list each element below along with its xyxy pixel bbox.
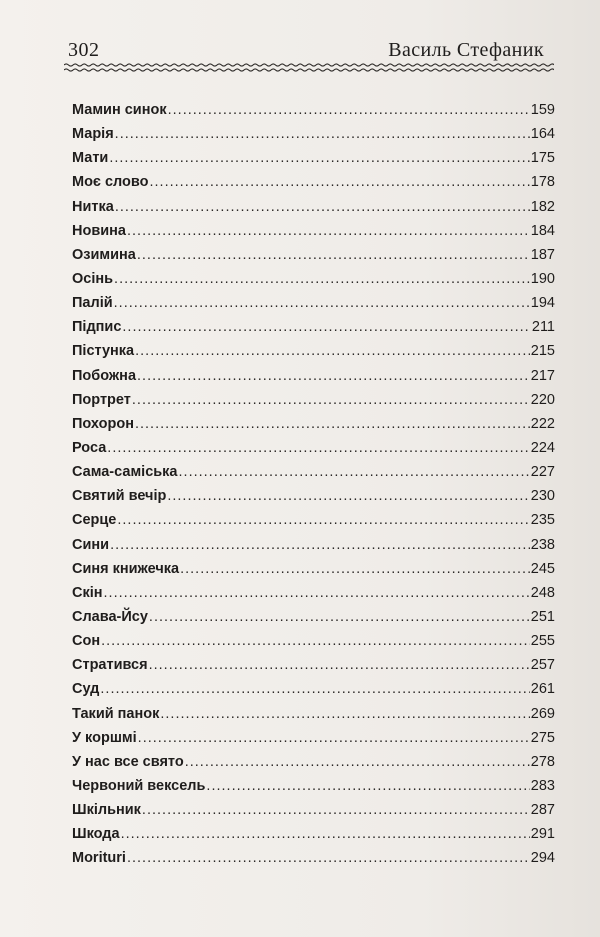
dot-leader bbox=[137, 243, 530, 267]
dot-leader bbox=[107, 436, 530, 460]
toc-entry bbox=[72, 822, 555, 846]
toc-entry-page: 257 bbox=[530, 657, 555, 674]
toc-entry bbox=[72, 364, 555, 388]
toc-entry-page: 269 bbox=[530, 705, 555, 722]
toc-entry bbox=[72, 436, 555, 460]
toc-entry bbox=[72, 195, 555, 219]
toc-entry-page: 190 bbox=[530, 270, 555, 287]
toc-entry-title: Шкільник bbox=[72, 802, 141, 819]
toc-entry-page: 187 bbox=[530, 246, 555, 263]
toc-entry-title: Синя книжечка bbox=[72, 560, 180, 577]
toc-entry-page: 182 bbox=[530, 198, 555, 215]
dot-leader bbox=[149, 653, 530, 677]
dot-leader bbox=[135, 412, 530, 436]
toc-entry-title: Сон bbox=[72, 633, 101, 650]
toc-entry bbox=[72, 267, 555, 291]
toc-entry bbox=[72, 219, 555, 243]
toc-entry-page: 164 bbox=[530, 126, 555, 143]
toc-entry-title: Серце bbox=[72, 512, 117, 529]
toc-entry-title: У коршмі bbox=[72, 729, 137, 746]
toc-entry-page: 245 bbox=[530, 560, 555, 577]
toc-entry-title: Палій bbox=[72, 295, 113, 312]
toc-entry-title: Моє слово bbox=[72, 174, 149, 191]
toc-entry bbox=[72, 581, 555, 605]
toc-entry bbox=[72, 677, 555, 701]
toc-entry-title: Суд bbox=[72, 681, 100, 698]
toc-entry-title: Мамин синок bbox=[72, 102, 167, 118]
toc-entry-page: 159 bbox=[530, 102, 555, 118]
toc-entry-title: У нас все свято bbox=[72, 753, 184, 770]
dot-leader bbox=[160, 702, 529, 726]
toc-entry bbox=[72, 291, 555, 315]
dot-leader bbox=[115, 195, 530, 219]
dot-leader bbox=[185, 750, 530, 774]
toc-entry bbox=[72, 774, 555, 798]
dot-leader bbox=[149, 605, 530, 629]
toc-entry bbox=[72, 750, 555, 774]
dot-leader bbox=[110, 533, 530, 557]
running-head-author: Василь Стефаник bbox=[388, 39, 544, 61]
toc-entry-page: 194 bbox=[530, 295, 555, 312]
toc-entry bbox=[72, 508, 555, 532]
toc-entry bbox=[72, 243, 555, 267]
table-of-contents bbox=[72, 98, 555, 871]
toc-entry bbox=[72, 702, 555, 726]
toc-entry-title: Портрет bbox=[72, 391, 131, 408]
toc-entry-title: Скін bbox=[72, 584, 103, 601]
toc-entry-page: 287 bbox=[530, 802, 555, 819]
toc-entry bbox=[72, 726, 555, 750]
dot-leader bbox=[114, 267, 530, 291]
toc-entry bbox=[72, 557, 555, 581]
dot-leader bbox=[122, 315, 530, 339]
toc-entry bbox=[72, 170, 555, 194]
page-number: 302 bbox=[68, 39, 100, 61]
dot-leader bbox=[179, 460, 530, 484]
dot-leader bbox=[115, 122, 530, 146]
toc-entry-title: Слава-Йсу bbox=[72, 608, 148, 625]
toc-entry-title: Червоний вексель bbox=[72, 777, 206, 794]
toc-entry bbox=[72, 122, 555, 146]
toc-entry bbox=[72, 315, 555, 339]
toc-entry-title: Озимина bbox=[72, 246, 136, 263]
dot-leader bbox=[150, 170, 530, 194]
toc-entry-title: Осінь bbox=[72, 270, 114, 287]
toc-entry bbox=[72, 629, 555, 653]
toc-entry-page: 283 bbox=[530, 777, 555, 794]
toc-entry-page: 251 bbox=[530, 608, 555, 625]
toc-entry-title: Роса bbox=[72, 439, 107, 456]
dot-leader bbox=[100, 677, 529, 701]
dot-leader bbox=[142, 798, 530, 822]
dot-leader bbox=[137, 364, 530, 388]
toc-entry bbox=[72, 388, 555, 412]
toc-entry bbox=[72, 798, 555, 822]
toc-entry-title: Похорон bbox=[72, 415, 134, 432]
dot-leader bbox=[127, 846, 530, 870]
toc-entry-title: Стратився bbox=[72, 657, 148, 674]
toc-entry-page: 261 bbox=[530, 681, 555, 698]
dot-leader bbox=[117, 508, 529, 532]
dot-leader bbox=[121, 822, 530, 846]
toc-entry-title: Такий панок bbox=[72, 705, 160, 722]
toc-entry-page: 227 bbox=[530, 464, 555, 481]
toc-entry-page: 294 bbox=[530, 850, 555, 867]
toc-entry-page: 238 bbox=[530, 536, 555, 553]
toc-entry bbox=[72, 484, 555, 508]
toc-entry-title: Шкода bbox=[72, 826, 120, 843]
dot-leader bbox=[206, 774, 529, 798]
toc-entry-page: 178 bbox=[530, 174, 555, 191]
toc-entry-page: 235 bbox=[530, 512, 555, 529]
toc-entry bbox=[72, 605, 555, 629]
toc-entry-page: 217 bbox=[530, 367, 555, 384]
toc-entry-title: Мати bbox=[72, 150, 109, 167]
toc-entry bbox=[72, 412, 555, 436]
toc-entry bbox=[72, 339, 555, 363]
toc-entry-title: Підпис bbox=[72, 319, 122, 336]
toc-entry-page: 275 bbox=[530, 729, 555, 746]
dot-leader bbox=[135, 339, 530, 363]
dot-leader bbox=[101, 629, 530, 653]
toc-entry bbox=[72, 460, 555, 484]
toc-entry-title: Марія bbox=[72, 126, 114, 143]
toc-entry bbox=[72, 653, 555, 677]
toc-entry bbox=[72, 533, 555, 557]
toc-entry-page: 230 bbox=[530, 488, 555, 505]
toc-entry-title: Moriturі bbox=[72, 850, 126, 867]
toc-entry-page: 255 bbox=[530, 633, 555, 650]
dot-leader bbox=[109, 146, 529, 170]
toc-entry bbox=[72, 846, 555, 870]
toc-entry-page: 215 bbox=[530, 343, 555, 360]
toc-entry-title: Сама-саміська bbox=[72, 464, 178, 481]
toc-entry-page: 222 bbox=[530, 415, 555, 432]
dot-leader bbox=[180, 557, 530, 581]
toc-entry-page: 248 bbox=[530, 584, 555, 601]
toc-entry-page: 278 bbox=[530, 753, 555, 770]
toc-entry bbox=[72, 98, 555, 122]
dot-leader bbox=[132, 388, 530, 412]
toc-entry-page: 291 bbox=[530, 826, 555, 843]
toc-entry-page: 220 bbox=[530, 391, 555, 408]
wavy-divider bbox=[64, 61, 554, 75]
toc-entry-title: Пістунка bbox=[72, 343, 135, 360]
toc-entry-title: Новина bbox=[72, 222, 126, 239]
toc-entry-page: 184 bbox=[530, 222, 555, 239]
dot-leader bbox=[138, 726, 530, 750]
toc-entry-title: Святий вечір bbox=[72, 488, 167, 505]
dot-leader bbox=[104, 581, 530, 605]
dot-leader bbox=[168, 98, 530, 122]
dot-leader bbox=[127, 219, 530, 243]
toc-entry-page: 224 bbox=[530, 439, 555, 456]
toc-entry-page: 211 bbox=[531, 319, 555, 336]
toc-entry-page: 175 bbox=[530, 150, 555, 167]
toc-entry-title: Сини bbox=[72, 536, 110, 553]
dot-leader bbox=[167, 484, 529, 508]
toc-entry bbox=[72, 146, 555, 170]
toc-entry-title: Нитка bbox=[72, 198, 114, 215]
toc-entry-title: Побожна bbox=[72, 367, 137, 384]
dot-leader bbox=[114, 291, 530, 315]
